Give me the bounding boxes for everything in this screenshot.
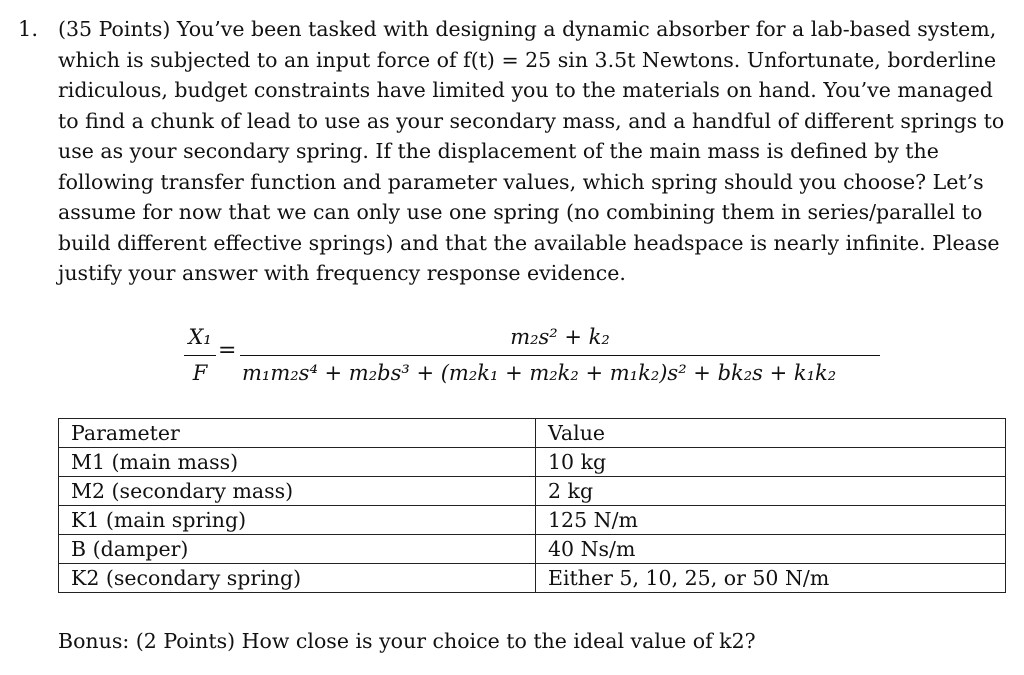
problem-text: (35 Points) You’ve been tasked with designing a dynamic absorber for a lab-based system, which is subjected to an input force of f(t) = 25 sin 3.5t Newtons. Unfortunate, borderline ridiculous, budget constraints have limited you to the materials on hand. You’ve managed to find a chunk of lead to use as your secondary mass, and a handful of different springs to use as your secondary spring. If the displacement of the main mass is defined by the following transfer function and parameter values, which spring should you choose? Let’s assume for now that we can only use one spring (no combining them in series/parallel to build different effective springs) and that the available headspace is nearly infinite. Please justify your answer with frequency response evidence. (58, 17, 1005, 285)
table-row (59, 564, 1006, 593)
table-row (59, 506, 1006, 535)
table-cell-value: 2 kg (536, 477, 1006, 506)
equation-rhs-fraction-bar (240, 355, 880, 356)
table-cell-value: Either 5, 10, 25, or 50 N/m (536, 564, 1006, 593)
table-cell-value: 40 Ns/m (536, 535, 1006, 564)
table-header-parameter: Parameter (59, 419, 536, 448)
table-cell-parameter: M2 (secondary mass) (59, 477, 536, 506)
equation-lhs-numerator: X₁ (188, 325, 212, 349)
table-header-value: Value (536, 419, 1006, 448)
bonus-question: Bonus: (2 Points) How close is your choice to the ideal value of k2? (58, 629, 756, 653)
table-cell-value: 10 kg (536, 448, 1006, 477)
equation-lhs-denominator: F (192, 361, 208, 385)
table-header-row (59, 419, 1006, 448)
problem-number: 1. (18, 17, 39, 41)
table-cell-parameter: B (damper) (59, 535, 536, 564)
table-row (59, 535, 1006, 564)
parameter-table (58, 418, 1006, 593)
table-cell-value: 125 N/m (536, 506, 1006, 535)
table-cell-parameter: M1 (main mass) (59, 448, 536, 477)
transfer-function-equation (178, 322, 898, 392)
equation-lhs-fraction-bar (184, 355, 216, 356)
equation-rhs-denominator: m₁m₂s⁴ + m₂bs³ + (m₂k₁ + m₂k₂ + m₁k₂)s² + bk₂s + k₁k₂ (242, 361, 837, 385)
table-row (59, 448, 1006, 477)
problem-statement (18, 14, 1008, 289)
equation-rhs-numerator: m₂s² + k₂ (510, 325, 610, 349)
equation-equals-sign: = (218, 338, 237, 363)
table-row (59, 477, 1006, 506)
table-cell-parameter: K1 (main spring) (59, 506, 536, 535)
table-cell-parameter: K2 (secondary spring) (59, 564, 536, 593)
equation-lhs-fraction (178, 322, 222, 388)
equation-rhs-fraction (240, 322, 880, 385)
